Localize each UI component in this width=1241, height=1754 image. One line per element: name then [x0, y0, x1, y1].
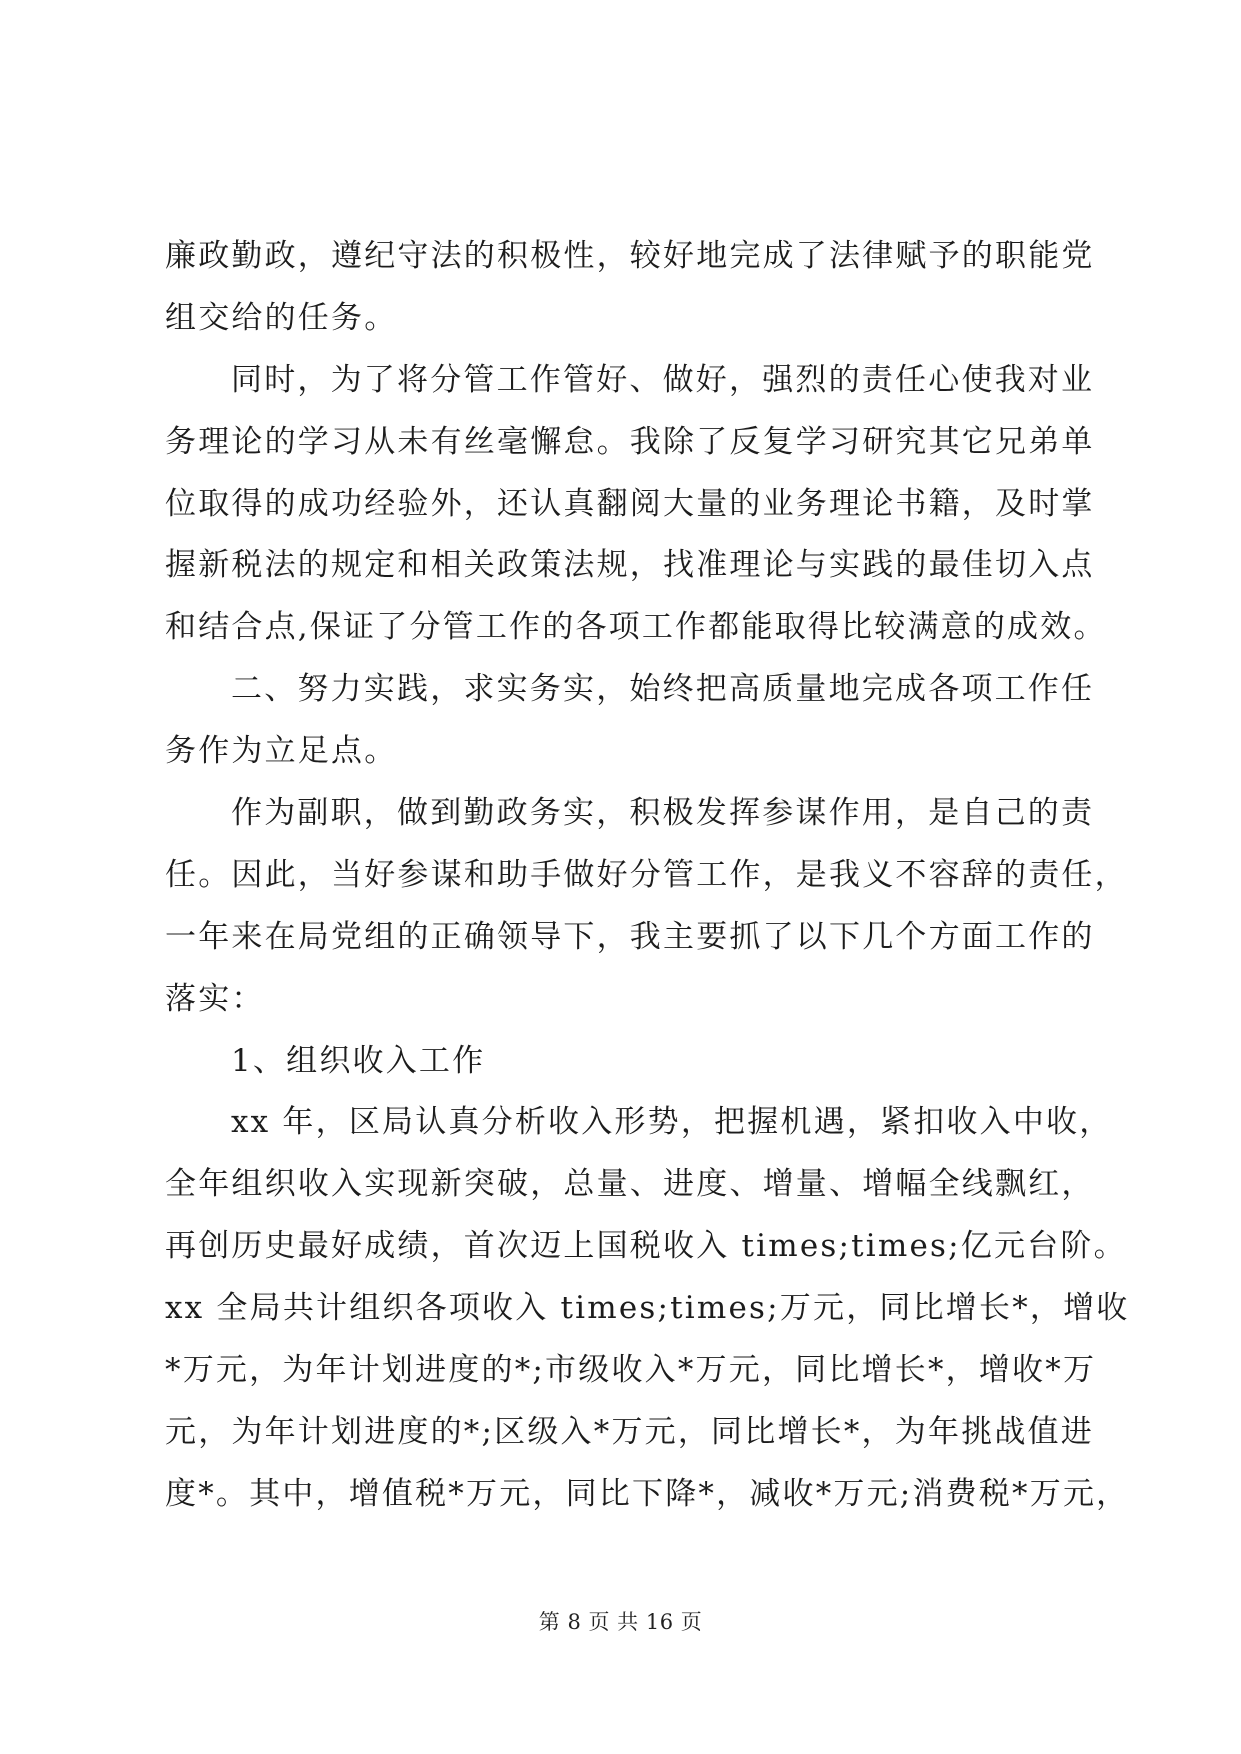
text-line: 务作为立足点。 [165, 733, 398, 770]
text-line: 落实： [165, 980, 265, 1017]
text-line: 任。因此，当好参谋和助手做好分管工作，是我义不容辞的责任， [165, 856, 1128, 893]
text-line: xx 年，区局认真分析收入形势，把握机遇，紧扣收入中收， [231, 1104, 1113, 1141]
text-line: 全年组织收入实现新突破，总量、进度、增量、增幅全线飘红， [165, 1166, 1095, 1203]
text-line: 作为副职，做到勤政务实，积极发挥参谋作用，是自己的责 [231, 795, 1095, 832]
page-footer: 第 8 页 共 16 页 [538, 1610, 703, 1634]
text-line: 握新税法的规定和相关政策法规，找准理论与实践的最佳切入点 [165, 547, 1095, 584]
text-line: 位取得的成功经验外，还认真翻阅大量的业务理论书籍，及时掌 [165, 485, 1095, 522]
subsection-heading: 1、组织收入工作 [231, 1042, 486, 1079]
text-line: *万元，为年计划进度的*;市级收入*万元，同比增长*，增收*万 [165, 1352, 1097, 1389]
text-line: 再创历史最好成绩，首次迈上国税收入 times;times;亿元台阶。 [165, 1228, 1127, 1265]
body-text [165, 226, 1130, 1526]
text-line: 元，为年计划进度的*;区级入*万元，同比增长*，为年挑战值进 [165, 1413, 1094, 1450]
text-line: 务理论的学习从未有丝毫懈怠。我除了反复学习研究其它兄弟单 [165, 423, 1095, 460]
text-line: xx 全局共计组织各项收入 times;times;万元，同比增长*，增收 [165, 1290, 1130, 1327]
text-line: 组交给的任务。 [165, 299, 398, 336]
text-line: 一年来在局党组的正确领导下，我主要抓了以下几个方面工作的 [165, 918, 1095, 955]
text-line: 和结合点,保证了分管工作的各项工作都能取得比较满意的成效。 [165, 609, 1107, 646]
text-line: 廉政勤政，遵纪守法的积极性，较好地完成了法律赋予的职能党 [165, 238, 1095, 274]
text-line: 度*。其中，增值税*万元，同比下降*，减收*万元;消费税*万元， [165, 1475, 1130, 1512]
section-heading: 二、努力实践，求实务实，始终把高质量地完成各项工作任 [231, 671, 1095, 708]
text-line: 同时，为了将分管工作管好、做好，强烈的责任心使我对业 [231, 361, 1095, 398]
